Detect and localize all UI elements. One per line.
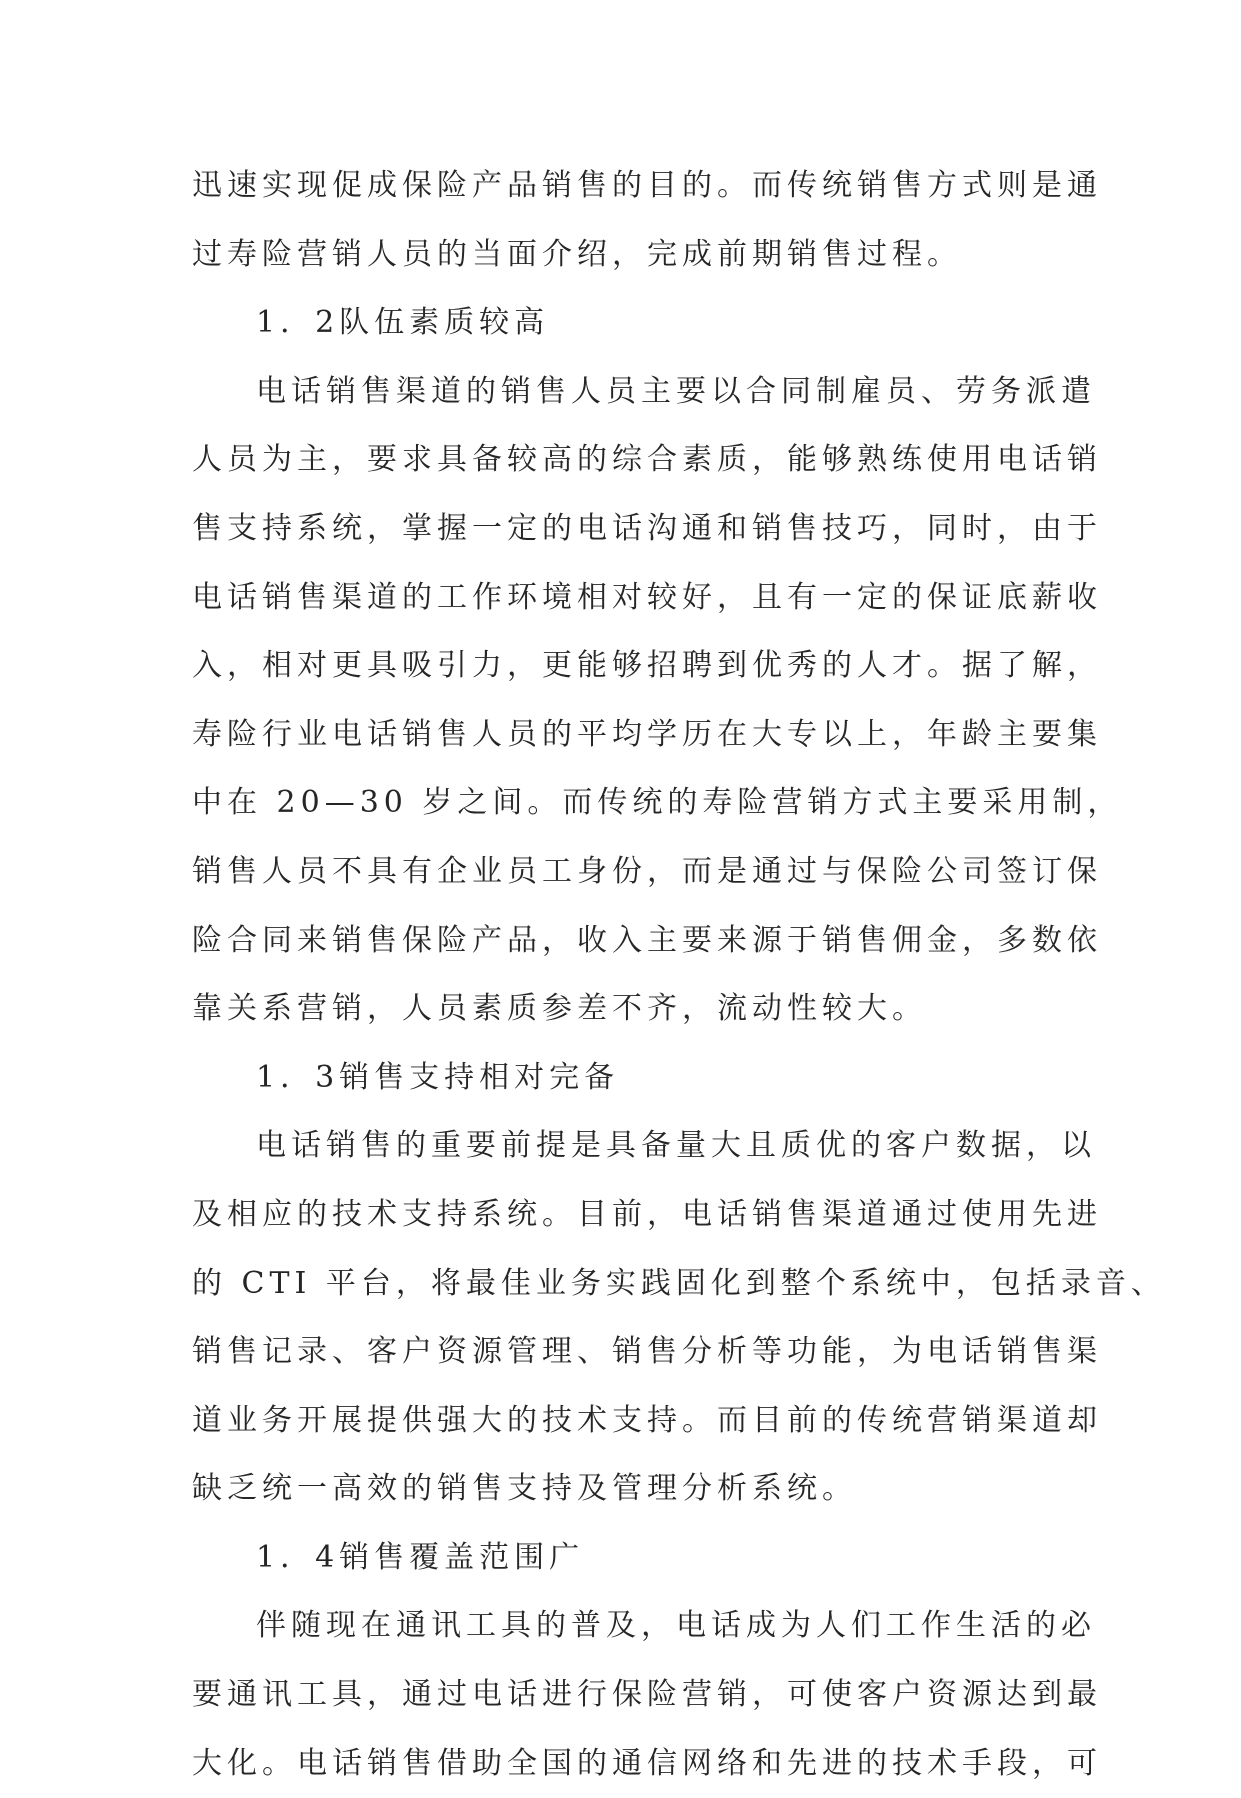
text-line: 伴随现在通讯工具的普及，电话成为人们工作生活的必: [256, 1608, 1096, 1644]
text-line: 险合同来销售保险产品，收入主要来源于销售佣金，多数依: [192, 922, 1102, 958]
text-line: 缺乏统一高效的销售支持及管理分析系统。: [192, 1471, 857, 1507]
text-line: 道业务开展提供强大的技术支持。而目前的传统营销渠道却: [192, 1402, 1102, 1438]
text-line: 入，相对更具吸引力，更能够招聘到优秀的人才。据了解，: [192, 648, 1102, 684]
text-line: 销售人员不具有企业员工身份，而是通过与保险公司签订保: [192, 853, 1102, 889]
section-heading: 1．4销售覆盖范围广: [256, 1539, 585, 1575]
text-line: 过寿险营销人员的当面介绍，完成前期销售过程。: [192, 236, 962, 272]
text-line: 大化。电话销售借助全国的通信网络和先进的技术手段，可: [192, 1745, 1102, 1781]
text-line: 销售记录、客户资源管理、销售分析等功能，为电话销售渠: [192, 1334, 1102, 1370]
text-line: 电话销售渠道的销售人员主要以合同制雇员、劳务派遣: [256, 373, 1096, 409]
text-line: 的 CTI 平台，将最佳业务实践固化到整个系统中，包括录音、: [192, 1265, 1166, 1301]
section-heading: 1．3销售支持相对完备: [256, 1059, 620, 1095]
text-line: 迅速实现促成保险产品销售的目的。而传统销售方式则是通: [192, 168, 1102, 203]
text-line: 人员为主，要求具备较高的综合素质，能够熟练使用电话销: [192, 442, 1102, 478]
text-line: 要通讯工具，通过电话进行保险营销，可使客户资源达到最: [192, 1677, 1102, 1713]
text-line: 靠关系营销，人员素质参差不齐，流动性较大。: [192, 991, 927, 1027]
text-line: 售支持系统，掌握一定的电话沟通和销售技巧，同时，由于: [192, 510, 1102, 546]
text-line: 寿险行业电话销售人员的平均学历在大专以上，年龄主要集: [192, 716, 1102, 752]
section-heading: 1．2队伍素质较高: [256, 305, 550, 341]
text-line: 及相应的技术支持系统。目前，电话销售渠道通过使用先进: [192, 1196, 1102, 1232]
text-line: 中在 20—30 岁之间。而传统的寿险营销方式主要采用制，: [192, 785, 1123, 821]
text-line: 电话销售的重要前提是具备量大且质优的客户数据，以: [256, 1128, 1096, 1164]
body-text: [192, 152, 1166, 1798]
text-line: 电话销售渠道的工作环境相对较好，且有一定的保证底薪收: [192, 579, 1102, 615]
